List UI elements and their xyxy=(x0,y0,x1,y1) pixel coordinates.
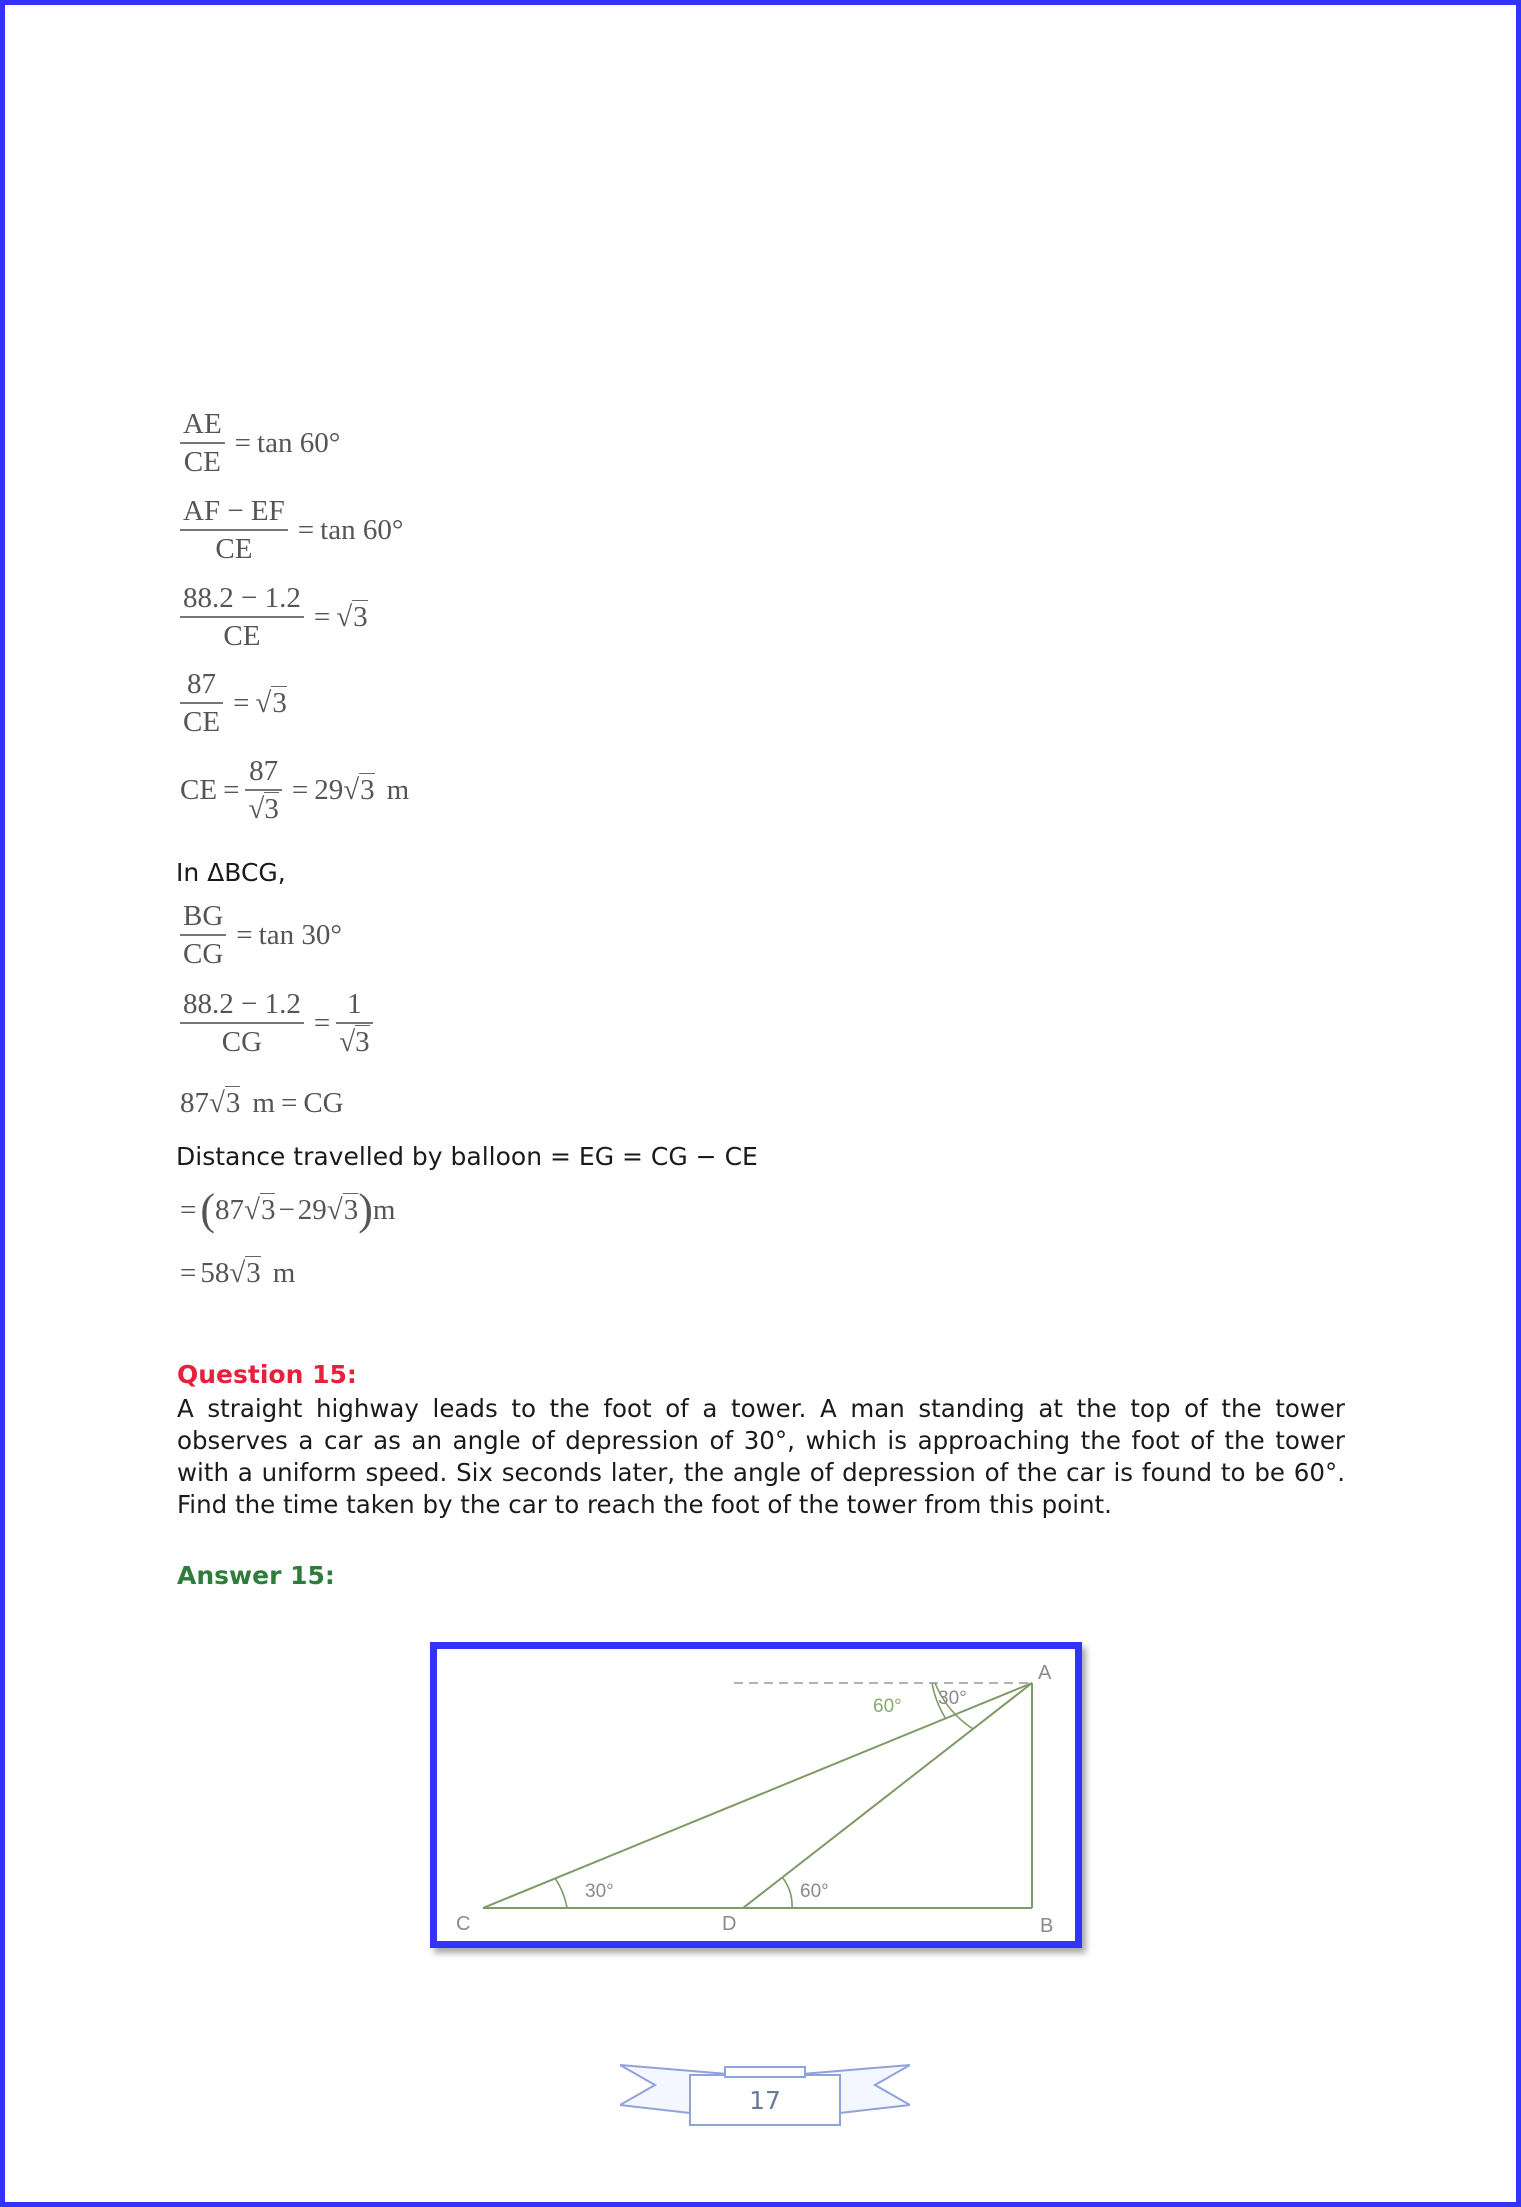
unit: m xyxy=(372,1193,396,1226)
point-label-d: D xyxy=(722,1913,737,1935)
equals-sign: = xyxy=(236,918,253,951)
coefficient: 87 xyxy=(215,1193,245,1226)
triangle-intro: In ΔBCG, xyxy=(176,858,286,887)
numerator: 88.2 − 1.2 xyxy=(183,582,301,614)
rhs: tan 60° xyxy=(257,426,341,459)
radicand: 3 xyxy=(264,793,279,825)
radicand: 3 xyxy=(360,773,375,806)
point-label-c: C xyxy=(456,1913,471,1935)
rhs: tan 60° xyxy=(320,513,404,546)
equation-bg-cg xyxy=(180,900,342,970)
denominator: √3 xyxy=(245,789,281,825)
equals-sign: = xyxy=(297,513,315,546)
line-ac xyxy=(483,1683,1032,1908)
equation-distance-result xyxy=(180,1257,295,1290)
square-root: √3 xyxy=(336,600,368,633)
angle-arc-d xyxy=(782,1877,792,1908)
fraction xyxy=(180,988,304,1058)
equals-sign: = xyxy=(313,600,331,633)
tower-diagram xyxy=(437,1649,1075,1941)
radicand: 3 xyxy=(225,1087,241,1119)
square-root: √3 xyxy=(209,1087,241,1119)
unit: m xyxy=(272,1257,296,1289)
point-label-b: B xyxy=(1040,1915,1054,1937)
numerator: AF − EF xyxy=(183,495,285,527)
denominator: CE xyxy=(180,442,225,478)
close-paren: ) xyxy=(358,1185,373,1234)
equals-sign: = xyxy=(233,686,250,719)
diagram-frame xyxy=(430,1642,1082,1948)
denominator: CG xyxy=(180,1022,304,1058)
fraction xyxy=(180,495,288,565)
square-root: √3 xyxy=(229,1257,261,1289)
equation-distance-expanded xyxy=(180,1185,396,1234)
coefficient: 29 xyxy=(314,773,344,806)
numerator: AE xyxy=(183,408,222,440)
coefficient: 29 xyxy=(297,1193,327,1226)
numerator: 87 xyxy=(187,668,217,700)
denominator: CE xyxy=(180,616,304,652)
numerator: BG xyxy=(183,900,224,932)
equation-af-ef xyxy=(180,495,403,565)
numerator: 88.2 − 1.2 xyxy=(183,988,301,1020)
denominator: CE xyxy=(180,529,288,565)
denominator: √3 xyxy=(336,1022,372,1058)
minus-sign: − xyxy=(278,1193,295,1226)
radicand: 3 xyxy=(260,1193,276,1226)
radicand: 3 xyxy=(272,686,287,719)
equation-numeric-cg xyxy=(180,988,377,1058)
lhs: CE xyxy=(180,773,218,806)
angle-label-a-inner: 30° xyxy=(938,1688,967,1709)
unit: m xyxy=(252,1087,275,1119)
square-root: √3 xyxy=(343,773,375,806)
equals-sign: = xyxy=(180,1257,197,1289)
denominator: CE xyxy=(180,702,223,738)
equation-ae-ce xyxy=(180,408,340,478)
square-root: √3 xyxy=(326,1193,359,1226)
equals-sign: = xyxy=(180,1193,197,1226)
denominator: CG xyxy=(180,934,226,970)
equals-sign: = xyxy=(280,1087,298,1119)
coefficient: 58 xyxy=(200,1257,230,1289)
unit: m xyxy=(386,773,410,806)
radicand: 3 xyxy=(246,1257,261,1289)
numerator: 87 xyxy=(249,755,279,787)
radicand: 3 xyxy=(343,1193,359,1226)
radicand: 3 xyxy=(355,1026,370,1058)
coefficient: 87 xyxy=(180,1087,209,1119)
fraction xyxy=(336,988,372,1058)
page-number: 17 xyxy=(749,2086,781,2115)
equals-sign: = xyxy=(223,773,240,806)
equation-ce-result xyxy=(180,755,409,825)
rhs: CG xyxy=(303,1087,344,1119)
question-body: A straight highway leads to the foot of a tower. A man standing at the top of the tower observes a car as an angle of depression of 30°, which is approaching the foot of the tower with a uniform speed. Six seconds later, the angle of depression of the car is found to be 60°. Find the time taken by the car to reach the foot of the tower from this point. xyxy=(177,1394,1345,1519)
equals-sign: = xyxy=(291,773,309,806)
equals-sign: = xyxy=(234,426,252,459)
open-paren: ( xyxy=(200,1185,216,1234)
fraction xyxy=(180,668,223,738)
answer-title: Answer 15: xyxy=(177,1561,335,1590)
fraction xyxy=(180,900,226,970)
square-root: √3 xyxy=(255,686,287,719)
distance-statement: Distance travelled by balloon = EG = CG − CE xyxy=(176,1142,758,1171)
equals-sign: = xyxy=(313,1006,331,1039)
radicand: 3 xyxy=(353,600,368,633)
equation-87-ce xyxy=(180,668,287,738)
numerator: 1 xyxy=(347,988,362,1020)
fraction xyxy=(245,755,281,825)
ribbon-top-tab xyxy=(725,2067,805,2077)
angle-arc-c xyxy=(555,1878,567,1908)
rhs: tan 30° xyxy=(258,918,342,951)
fraction xyxy=(180,582,304,652)
equation-cg-result xyxy=(180,1087,344,1120)
equation-numeric-ce xyxy=(180,582,368,652)
question-title: Question 15: xyxy=(177,1360,357,1389)
fraction xyxy=(180,408,225,478)
point-label-a: A xyxy=(1038,1662,1052,1684)
square-root: √3 xyxy=(244,1193,276,1226)
angle-label-a-outer: 60° xyxy=(873,1696,902,1717)
angle-label-c: 30° xyxy=(585,1881,614,1902)
angle-label-d: 60° xyxy=(800,1881,829,1902)
